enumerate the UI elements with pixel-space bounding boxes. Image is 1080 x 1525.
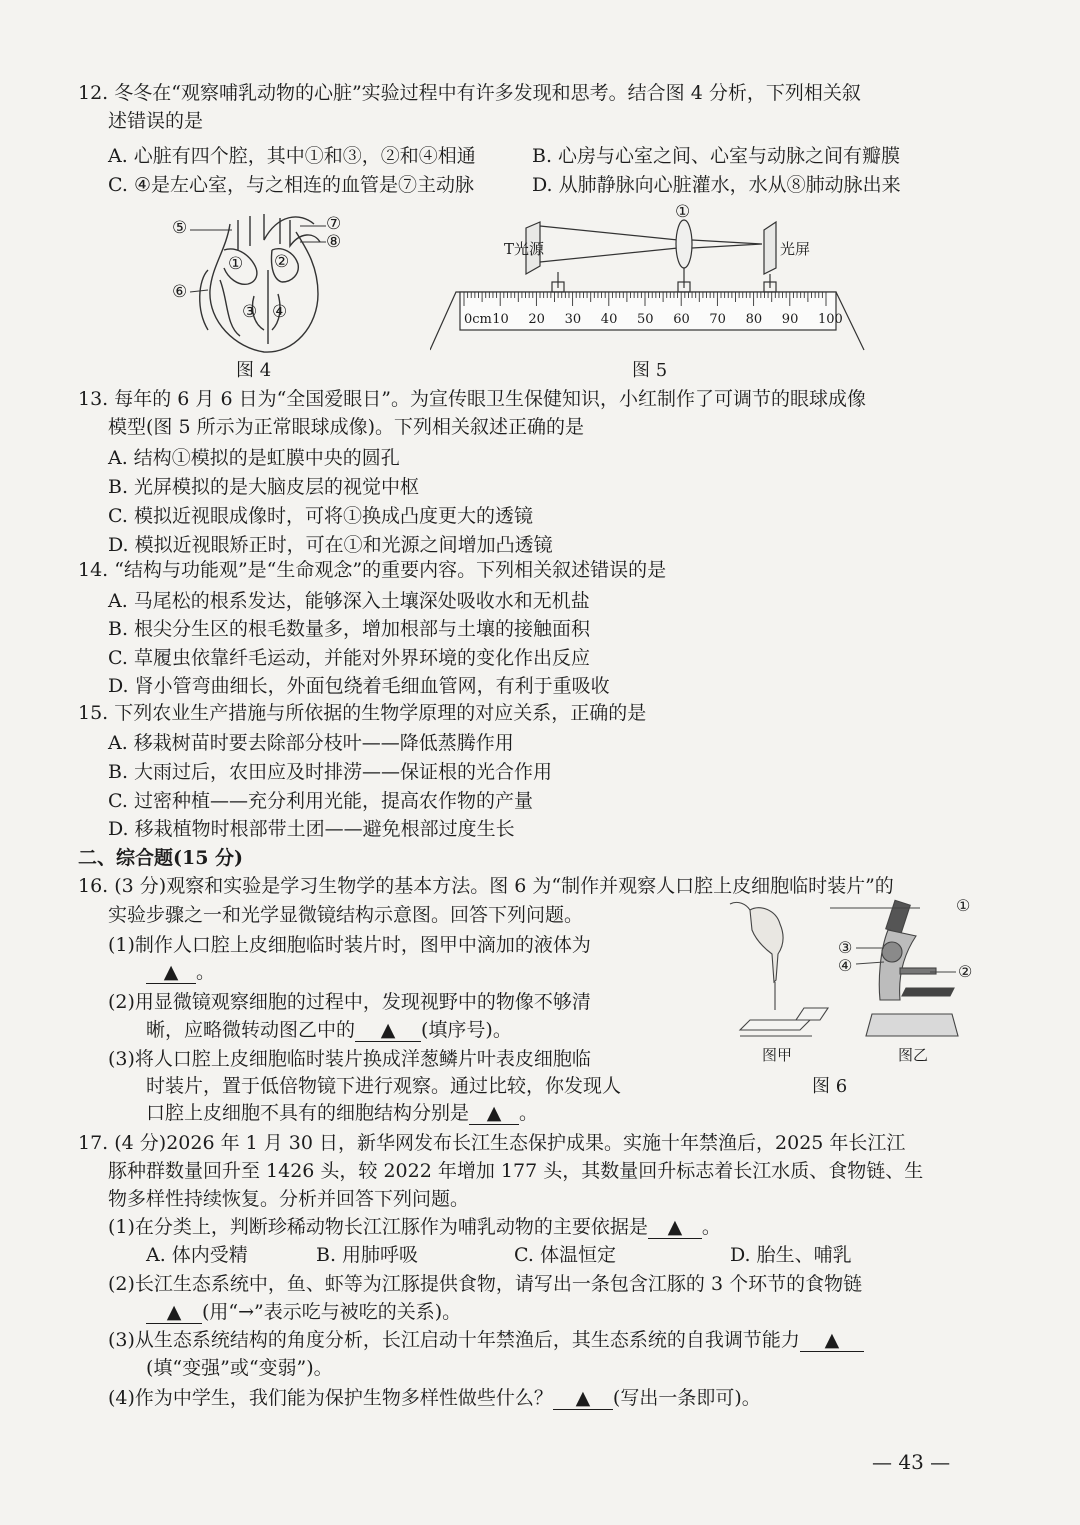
q17-part4-text: (4)作为中学生，我们能为保护生物多样性做些什么？ [108,1387,553,1409]
lens-label-1: ① [675,202,691,222]
microscope-label-1: ① [956,896,971,915]
figure-6-caption: 图 6 [812,1076,848,1097]
q14-option-b: B. 根尖分生区的根毛数量多，增加根部与土壤的接触面积 [108,618,591,640]
optical-bench-drawing [430,200,870,356]
page-number: — 43 — [872,1450,951,1474]
ruler-label: 10 [492,312,509,327]
answer-blank[interactable]: ▲ [469,1102,519,1125]
q17-part1 [108,1214,721,1240]
heart-label-2: ② [274,252,290,272]
q16-part2-cont [146,1017,512,1043]
heart-label-8: ⑧ [326,232,342,252]
ruler-label: 60 [673,312,690,327]
q13-stem-line1: 13. 每年的 6 月 6 日为“全国爱眼日”。为宣传眼卫生保健知识，小红制作了可调节的眼球成像 [78,388,867,410]
q12-option-c: C. ④是左心室，与之相连的血管是⑦主动脉 [108,174,474,196]
q17-part3-text: (3)从生态系统结构的角度分析，长江启动十年禁渔后，其生态系统的自我调节能力 [108,1329,800,1351]
heart-label-5: ⑤ [172,218,188,238]
q17-part4-text-end: (写出一条即可)。 [612,1387,761,1409]
section-2-heading: 二、综合题(15 分) [78,847,244,869]
q13-option-d: D. 模拟近视眼矫正时，可在①和光源之间增加凸透镜 [108,534,553,556]
q16-part3-line2: 时装片，置于低倍物镜下进行观察。通过比较，你发现人 [146,1075,622,1097]
figure-5-caption: 图 5 [632,360,668,381]
microscope-label-4: ④ [838,956,853,975]
q17-part3-cont: (填“变强”或“变弱”)。 [146,1357,333,1379]
q17-part2-text: (用“→”表示吃与被吃的关系)。 [202,1301,462,1323]
q12-option-b: B. 心房与心室之间、心室与动脉之间有瓣膜 [532,145,901,167]
period: 。 [196,961,216,983]
q17-part4 [108,1385,761,1411]
q17-part1-option-c: C. 体温恒定 [514,1244,616,1266]
light-source-label: T光源 [504,240,545,258]
microscope-label-3: ③ [838,938,853,957]
heart-label-4: ④ [272,302,288,322]
answer-blank[interactable]: ▲ [146,1301,202,1324]
q16-part2-text: 晰，应略微转动图乙中的 [146,1019,356,1041]
figure-jia-caption: 图甲 [762,1046,793,1064]
ruler-label: 30 [564,312,582,327]
answer-blank[interactable]: ▲ [800,1329,864,1352]
q14-option-a: A. 马尾松的根系发达，能够深入土壤深处吸收水和无机盐 [108,590,590,612]
heart-label-6: ⑥ [172,282,188,302]
q16-stem-line1: 16. (3 分)观察和实验是学习生物学的基本方法。图 6 为“制作并观察人口腔上皮细胞临时装片”的 [78,875,894,897]
microscope-label-2: ② [958,962,973,981]
figure-6-drawing [720,890,990,1070]
q12-option-a: A. 心脏有四个腔，其中①和③，②和④相通 [108,145,476,167]
q17-stem-line3: 物多样性持续恢复。分析并回答下列问题。 [108,1188,470,1210]
q16-part3: (3)将人口腔上皮细胞临时装片换成洋葱鳞片叶表皮细胞临 [108,1048,591,1070]
heart-label-7: ⑦ [326,214,342,234]
q15-option-b: B. 大雨过后，农田应及时排涝——保证根的光合作用 [108,761,553,783]
q15-option-d: D. 移栽植物时根部带土团——避免根部过度生长 [108,818,515,840]
q17-part3 [108,1327,864,1353]
answer-blank[interactable]: ▲ [355,1019,421,1042]
q13-option-a: A. 结构①模拟的是虹膜中央的圆孔 [108,447,400,469]
q17-part1-option-d: D. 胎生、哺乳 [730,1244,852,1266]
q14-stem: 14. “结构与功能观”是“生命观念”的重要内容。下列相关叙述错误的是 [78,559,667,581]
q16-part3-text: 口腔上皮细胞不具有的细胞结构分别是 [146,1102,470,1124]
q14-option-d: D. 肾小管弯曲细长，外面包绕着毛细血管网，有利于重吸收 [108,675,610,697]
q15-stem: 15. 下列农业生产措施与所依据的生物学原理的对应关系，正确的是 [78,702,647,724]
q12-stem-text: 述错误的是 [108,110,204,132]
q17-part2-cont [146,1299,461,1325]
ruler-label: 80 [745,312,763,327]
q13-option-b: B. 光屏模拟的是大脑皮层的视觉中枢 [108,476,420,498]
q16-part3-line3 [146,1100,538,1126]
heart-label-3: ③ [242,302,258,322]
q13-stem-line2: 模型(图 5 所示为正常眼球成像)。下列相关叙述正确的是 [108,416,584,438]
q17-part1-option-a: A. 体内受精 [146,1244,248,1266]
ruler-label: 90 [781,312,799,327]
q16-part1-answer [146,959,215,985]
optical-bench-diagram [430,200,870,356]
ruler-label: 100 [818,312,843,327]
period: 。 [519,1102,539,1124]
screen-label: 光屏 [780,240,811,258]
ruler-label: 40 [600,312,618,327]
q16-part2: (2)用显微镜观察细胞的过程中，发现视野中的物像不够清 [108,991,591,1013]
q12-stem-line2 [108,108,203,134]
heart-label-1: ① [228,254,244,274]
ruler-label: 0cm [464,312,492,327]
q12-option-d: D. 从肺静脉向心脏灌水，水从⑧肺动脉出来 [532,174,901,196]
q17-part1-option-b: B. 用肺呼吸 [316,1244,419,1266]
q15-option-a: A. 移栽树苗时要去除部分枝叶——降低蒸腾作用 [108,732,514,754]
q17-part2: (2)长江生态系统中，鱼、虾等为江豚提供食物，请写出一条包含江豚的 3 个环节的食物链 [108,1273,863,1295]
q13-option-c: C. 模拟近视眼成像时，可将①换成凸度更大的透镜 [108,505,533,527]
answer-blank[interactable]: ▲ [553,1387,613,1410]
q17-stem-line1: 17. (4 分)2026 年 1 月 30 日，新华网发布长江生态保护成果。实施十年禁渔后，2025 年长江江 [78,1132,906,1154]
microscope-figure [720,890,990,1070]
q12-stem-line1: 12. 冬冬在“观察哺乳动物的心脏”实验过程中有许多发现和思考。结合图 4 分析，下列相关叙 [78,82,861,104]
q15-option-c: C. 过密种植——充分利用光能，提高农作物的产量 [108,790,533,812]
figure-4-caption: 图 4 [236,360,272,381]
ruler-label: 20 [528,312,545,327]
ruler-label: 50 [637,312,654,327]
q16-part2-text-end: (填序号)。 [421,1019,512,1041]
ruler-label: 70 [709,312,726,327]
figure-yi-caption: 图乙 [898,1046,929,1064]
period: 。 [701,1216,721,1238]
answer-blank[interactable]: ▲ [648,1216,702,1239]
q16-stem-line2: 实验步骤之一和光学显微镜结构示意图。回答下列问题。 [108,904,584,926]
q16-part1: (1)制作人口腔上皮细胞临时装片时，图甲中滴加的液体为 [108,934,591,956]
heart-diagram [168,210,368,360]
answer-blank[interactable]: ▲ [146,961,196,984]
q17-part1-text: (1)在分类上，判断珍稀动物长江江豚作为哺乳动物的主要依据是 [108,1216,648,1238]
q17-stem-line2: 豚种群数量回升至 1426 头，较 2022 年增加 177 头，其数量回升标志着长江水质、食物链、生 [108,1160,924,1182]
q14-option-c: C. 草履虫依靠纤毛运动，并能对外界环境的变化作出反应 [108,647,590,669]
